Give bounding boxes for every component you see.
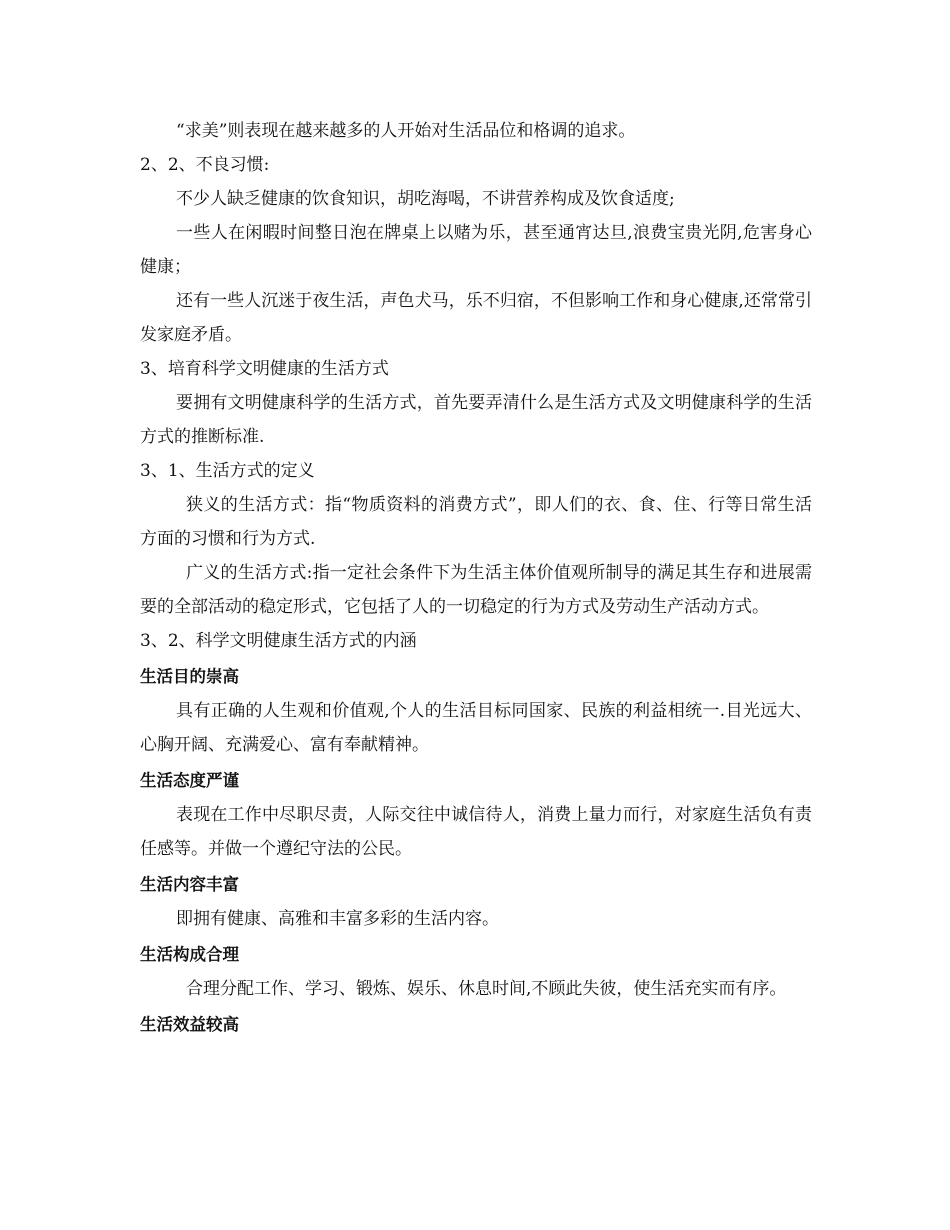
paragraph-lifestyle-criteria: 要拥有文明健康科学的生活方式，首先要弄清什么是生活方式及文明健康科学的生活方式的推断标准. (140, 393, 812, 447)
paragraph-seeking-beauty: “求美”则表现在越来越多的人开始对生活品位和格调的追求。 (176, 121, 636, 141)
bold-heading-high-efficiency: 生活效益较高 (140, 1015, 239, 1034)
paragraph-nightlife: 还有一些人沉迷于夜生活，声色犬马，乐不归宿，不但影响工作和身心健康,还常常引发家庭矛盾。 (140, 291, 812, 345)
paragraph-rich-content: 即拥有健康、高雅和丰富多彩的生活内容。 (176, 909, 499, 929)
paragraph-noble-purpose: 具有正确的人生观和价值观,个人的生活目标同国家、民族的利益相统一.目光远大、心胸开阔、充满爱心、富有奉献精神。 (140, 701, 812, 755)
paragraph-gambling: 一些人在闲暇时间整日泡在牌桌上以赌为乐，甚至通宵达旦,浪费宝贵光阴,危害身心健康； (140, 223, 812, 277)
section-heading-bad-habits: 2、2、不良习惯: (140, 155, 270, 175)
paragraph-reasonable-composition: 合理分配工作、学习、锻炼、娱乐、休息时间,不顾此失彼，使生活充实而有序。 (186, 979, 787, 999)
bold-heading-noble-purpose: 生活目的崇高 (140, 667, 239, 686)
document-body (140, 114, 812, 1042)
bold-heading-reasonable-composition: 生活构成合理 (140, 945, 239, 964)
paragraph-narrow-definition: 狭义的生活方式：指“物质资料的消费方式”，即人们的衣、食、住、行等日常生活方面的习惯和行为方式. (140, 495, 812, 549)
paragraph-diet-knowledge: 不少人缺乏健康的饮食知识，胡吃海喝，不讲营养构成及饮食适度; (176, 189, 675, 209)
bold-heading-rigorous-attitude: 生活态度严谨 (140, 771, 239, 790)
section-heading-lifestyle-connotation: 3、2、科学文明健康生活方式的内涵 (140, 631, 417, 651)
section-heading-lifestyle-definition: 3、1、生活方式的定义 (140, 461, 315, 481)
paragraph-broad-definition: 广义的生活方式:指一定社会条件下为生活主体价值观所制导的满足其生存和进展需要的全部活动的稳定形式，它包括了人的一切稳定的行为方式及劳动生产活动方式。 (140, 563, 812, 617)
section-heading-cultivate-lifestyle: 3、培育科学文明健康的生活方式 (140, 359, 389, 379)
bold-heading-rich-content: 生活内容丰富 (140, 875, 239, 894)
paragraph-rigorous-attitude: 表现在工作中尽职尽责，人际交往中诚信待人，消费上量力而行，对家庭生活负有责任感等。并做一个遵纪守法的公民。 (140, 805, 812, 859)
